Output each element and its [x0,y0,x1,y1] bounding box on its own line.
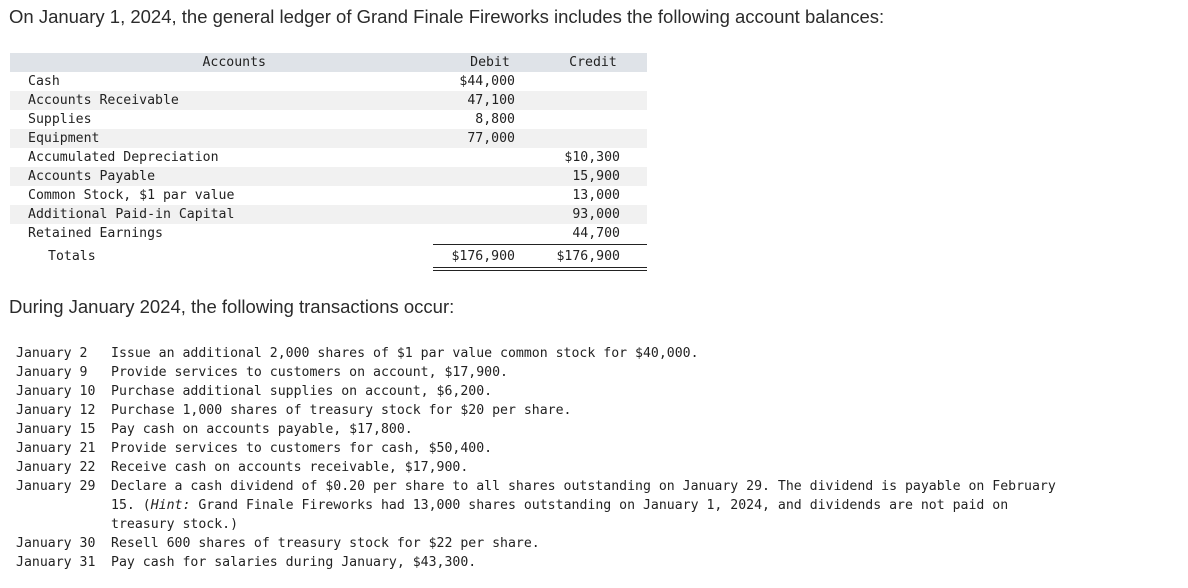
transaction-item [16,477,1056,496]
transaction-date: January 10 [16,384,96,399]
ledger-row-equipment [10,129,647,148]
ledger-row-accounts-payable [10,167,647,186]
credit-value: 15,900 [572,169,620,184]
transaction-date: January 22 [16,460,96,475]
account-name: Equipment [28,131,100,146]
ledger-row-supplies [10,110,647,129]
account-name: Accumulated Depreciation [28,150,219,165]
credit-value: 93,000 [572,207,620,222]
transaction-text: Purchase 1,000 shares of treasury stock for $20 per share. [111,403,572,418]
totals-top-rule [433,244,647,245]
transaction-item [16,382,1056,401]
transaction-date: January 30 [16,536,96,551]
transaction-item [16,439,1056,458]
hint-end: treasury stock.) [111,517,239,532]
transaction-text: Resell 600 shares of treasury stock for $22 per share. [111,536,540,551]
ledger-row-common-stock [10,186,647,205]
account-name: Retained Earnings [28,226,163,241]
transaction-text: Declare a cash dividend of $0.20 per share to all shares outstanding on January 29. The dividend is payable on February [111,479,1056,494]
debit-value: $44,000 [459,74,515,89]
transaction-item [16,553,1056,572]
transaction-text: Provide services to customers on account, $17,900. [111,365,508,380]
ledger-row-cash [10,72,647,91]
transaction-item [16,534,1056,553]
transactions-intro: During January 2024, the following transactions occur: [9,296,455,317]
ledger-row-accounts-receivable [10,91,647,110]
totals-double-rule-2 [433,270,647,271]
transaction-text: Pay cash on accounts payable, $17,800. [111,422,413,437]
transaction-text: Provide services to customers for cash, $50,400. [111,441,493,456]
account-name: Supplies [28,112,92,127]
ledger-row-additional-paid-in-capital [10,205,647,224]
transaction-item [16,420,1056,439]
transaction-date: January 21 [16,441,96,456]
header-credit: Credit [569,55,617,70]
account-name: Cash [28,74,60,89]
account-name: Common Stock, $1 par value [28,188,235,203]
transaction-date: January 15 [16,422,96,437]
account-name: Accounts Payable [28,169,156,184]
transaction-item [16,344,1056,363]
totals-label: Totals [48,249,96,264]
transaction-text: Receive cash on accounts receivable, $17,900. [111,460,469,475]
hint-prefix: 15. ( [111,498,151,513]
ledger-header [10,53,647,72]
transaction-date: January 2 [16,346,88,361]
intro-text: On January 1, 2024, the general ledger of Grand Finale Fireworks includes the following account balances: [9,6,885,27]
transaction-date: January 31 [16,555,96,570]
debit-value: 8,800 [475,112,515,127]
ledger-table [10,53,647,268]
ledger-row-retained-earnings [10,224,647,243]
header-debit: Debit [470,55,510,70]
transaction-text: Issue an additional 2,000 shares of $1 par value common stock for $40,000. [111,346,699,361]
ledger-totals-row [10,243,647,268]
transactions-list [16,344,1056,572]
debit-value: 47,100 [467,93,515,108]
debit-value: 77,000 [467,131,515,146]
transaction-item [16,458,1056,477]
totals-credit: $176,900 [556,249,620,264]
hint-text: Grand Finale Fireworks had 13,000 shares outstanding on January 1, 2024, and dividends are not paid on [190,498,1009,513]
transaction-item [16,401,1056,420]
transaction-text: Pay cash for salaries during January, $43,300. [111,555,477,570]
totals-double-rule-1 [433,267,647,268]
account-name: Additional Paid-in Capital [28,207,235,222]
transaction-item [16,363,1056,382]
hint-label: Hint: [150,498,191,513]
credit-value: $10,300 [564,150,620,165]
transaction-continuation [16,496,1056,515]
transaction-continuation [16,515,1056,534]
header-accounts: Accounts [202,55,266,70]
transaction-date: January 12 [16,403,96,418]
ledger-row-accumulated-depreciation [10,148,647,167]
credit-value: 13,000 [572,188,620,203]
credit-value: 44,700 [572,226,620,241]
totals-debit: $176,900 [451,249,515,264]
account-name: Accounts Receivable [28,93,179,108]
transaction-text: Purchase additional supplies on account, $6,200. [111,384,493,399]
transaction-date: January 9 [16,365,88,380]
transaction-date: January 29 [16,479,96,494]
